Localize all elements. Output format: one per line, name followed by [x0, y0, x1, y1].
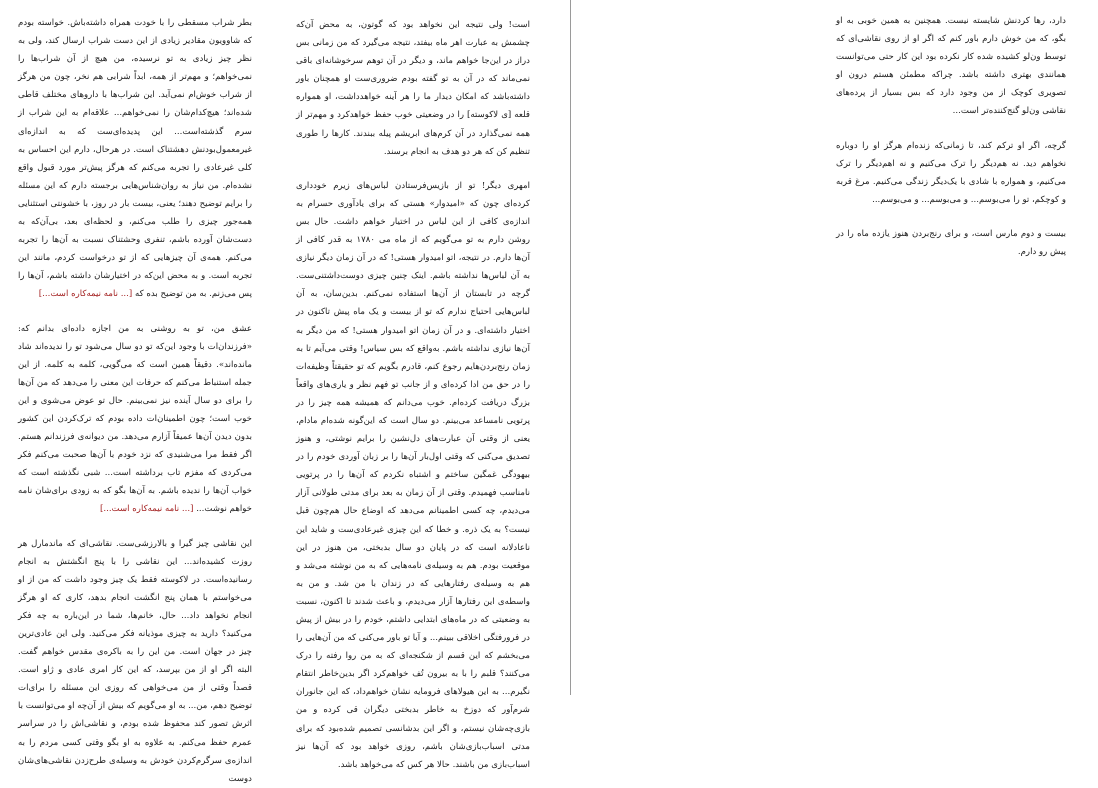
paragraph [18, 14, 252, 304]
paragraph: بیست و دوم مارس است، و برای رنج‌بردن هنوز یازده ماه را در پیش رو دارم. [836, 228, 1066, 258]
incomplete-letter-note: [... نامه نیمه‌کاره است...] [38, 289, 133, 300]
paragraph-text: عشق من، تو به روشنی به من اجازه داده‌ای بدانم که: «فرزندان‌ات با وجود این‌که تو دو سال می‌شود تو را ندیده‌اند شاد مانده‌اند». دقیقاً همین است که می‌گویی، کلمه به کلمه. از این جمله استنباط می‌کنم که حرفات این معنی را می‌دهد که من آن‌ها را برای دو سال آینده نیز نمی‌بینم. حال تو عوض می‌شوی و این خوب است؛ چون اطمینان‌ات داده بودم که ترک‌کردن این کشور بدون دیدن آن‌ها عمیقاً آزارم می‌دهد. من دیوانه‌ی فرزندانم هستم. اگر فقط مرا می‌شنیدی که نزد خودم با آن‌ها صحبت می‌کنم فکر می‌کردی که مفزم تاب برداشته است... شبی نگذشته است که خواب آن‌ها را ندیده باشم. به آن‌ها بگو که به زودی برای‌شان نامه خواهم نوشت... [18, 323, 252, 515]
page-divider [570, 0, 571, 695]
paragraph: گرچه، اگر او ترکم کند، تا زمانی‌که زنده‌ام هرگز او را دوباره نخواهم دید. نه هم‌دیگر را ترک می‌کنیم و نه اهم‌دیگر را ترک می‌کنیم، و همواره با شادی با یک‌دیگر زندگی می‌کنیم. مرغ قربه و کوچکم، تو را می‌بوسم... و می‌بوسم... و می‌بوسم... [836, 140, 1066, 205]
right-page-column [836, 12, 1066, 258]
paragraph: است! ولی نتیجه این نخواهد بود که گوتون، به محض آن‌که چشمش به عبارت اهر ماه بیفتد، نتیجه می‌گیرد که من زمانی بس دراز در این‌جا خواهم ماند، و دیگر در آن توهم سرخوشانه‌ای باقی نمی‌ماند که در آن به تو گفته بودم ضروری‌ست او همچنان باور داشته‌باشد که امکان دیدار ما را هر آینه خواهد‌داشت، او همواره قلعه [ی لاکوسته] را در وضعیتی خوب حفظ خواهدکرد و مهم‌تر از همه نمی‌گذارد در آن کرم‌های ابریشم پیله ببندند. کارها را طوری تنظیم کن که هر دو هدف به انجام برسند. [296, 20, 530, 157]
paragraph: دارد، رها کردنش شایسته نیست. همچنین به همین خوبی به او بگو، که من خوش دارم باور کنم که اگر او از روی نقاشی‌ای که توسط ون‌لو کشیده شده کار نکرده بود این کار حتی می‌توانست همانندی بهتری داشته باشد. چراکه مطمئن هستم درون او تصویری کوچک از من وجود دارد که بس بسیار از پرده‌های نقاشی ون‌لو گنج‌کننده‌تر است... [836, 16, 1066, 117]
paragraph-text: بطر شراب مسقطی را با خودت همراه داشته‌باش. خواسته بودم که شاوویون مقادیر زیادی از این دست شراب ارسال کند، ولی به نظر چیز زیادی به تو نرسیده، من هیچ از آن شراب‌ها را نمی‌خواهم؛ و مهم‌تر از همه، ابداً شرابی هم نخر، چون من هرگز از شراب خوش‌ام نمی‌آید. این شراب‌ها با داروهای مختلف قاطی شده‌اند؛ هیچ‌کدام‌شان را نمی‌خواهم... علاقه‌ام به این شراب از سرم گذشته‌است... این پدیده‌ای‌ست که به اندازه‌ای غیرمعمول‌بودنش دهشتناک است. در هرحال، دارم این احساس به کلی غیرعادی را تجربه می‌کنم که هرگز پیش‌تر مورد قبول واقع نشده‌ام. من نیاز به روان‌شناس‌هایی برجسته دارم که این مسئله را برایم توضیح دهند؛ یعنی، بیست بار در روز، با خشونتی استثنایی همه‌جور چیزی را طلب می‌کنم، و لحظه‌ای بعد، بی‌آن‌که به دست‌شان آورده باشم، تنفری وحشتناک نسبت به آن‌ها را تجربه می‌کنم. همه‌ی آن چیزهایی که از تو درخواست کردم، مانند این تجربه است. و به محض این‌که در اختیارشان داشته باشم، آن‌ها را پس می‌زنم. به من توضیح بده که [18, 18, 252, 300]
paragraph: این نقاشی چیز گیرا و بالارزشی‌ست. نقاشی‌ای که ماندمارل هر روزت کشیده‌اند... این نقاشی را با پنج انگشتش به انجام رسانیده‌است. در لاکوسته فقط یک چیز وجود داشت که من از او می‌خواستم با همان پنج انگشت انجام بدهد، کاری که او هرگز انجام نخواهد داد... حال، خانم‌ها، شما در این‌باره به چه فکر می‌کنید؟ دارید به چیزی موذیانه فکر می‌کنید. ولی این عادی‌ترین چیز در جهان است. من این را به باکره‌ی مقدس خواهم گفت. البته اگر او از من بپرسد، که این کار امری عادی و ژاو است. قصداً وقتی از من می‌خواهی که روزی این مسئله را برای‌ات توضیح دهم، من... به او می‌گویم که بیش از آن‌چه او می‌توانست با اثرش تصور کند محفوظ شده بودم، و نقاشی‌اش را در سراسر عمرم حفظ می‌کنم. به علاوه به او بگو وقتی کسی مردم را به اندازه‌ی سرگرم‌کردن خودش به وسیله‌ی طرح‌زدن نقاشی‌های‌شان دوست [17, 538, 252, 784]
paragraph [18, 320, 252, 519]
incomplete-letter-note: [... نامه نیمه‌کاره است...] [100, 504, 194, 515]
middle-column [296, 16, 531, 770]
paragraph: امهری دیگر! تو از بازیس‌فرستادن لباس‌های زیرم خودداری کرده‌ای چون که «امیدوار» هستی که برای یادآوری حسرام به اندازه‌ی کافی از این لباس در اختیار خواهم داشت. حال بس روشن دارم به تو می‌گویم که از ماه می ۱۷۸۰ به قدر کافی از آن‌ها دارم. در نتیجه، اتو امیدوار هستی! که در آن زمان دیگر نیازی به آن لباس‌ها نداشته باشم. اینک چنین چیزی دوست‌داشتنی‌ست. گرچه در تابستان از آن‌ها استفاده نمی‌کنم. بدین‌سان، به آن لباس‌هایی احتیاج ندارم که تو از بیست و یک ماه پیش تاکنون در اختیار داشته‌ای. و در آن زمان اتو امیدوار هستی! که من دیگر به آن‌ها نیازی نداشته باشم. به‌واقع که بس سیاس! وقتی می‌آیم تا به زمان رنج‌بردن‌هایم رجوع کنم، قادرم بگویم که تو حقیقتاً وظیفه‌ات را در حق من ادا کرده‌ای و از جانب تو فهم نظر و یاری‌های واقعاً بزرگ دریافت کرده‌ام. خوب می‌دانم که همیشه همه چیز را در پرتویی نامساعد می‌بینم. دو سال است که این‌گونه شده‌ام مادام، یعنی از وقتی آن عبارت‌های دل‌نشین را برایم نوشتی، و هنوز تصدیق می‌کنی که وقتی اول‌بار آن‌ها را بر زبان آوردی خودم را در بیهودگی غمگین ساختم و اشتباه نکردم که آن‌ها را در پرتویی نامناسب فهمیدم. وقتی از آن زمان به بعد برای مدتی طولانی آزار می‌دیدم، چه کسی اطمینانم می‌دهد که اوضاع حال هم‌چون قبل نیست؟ به یک ذره. و خطا که این چیزی غیرعادی‌ست و شاید این ناعادلانه است که در پایان دو سال بدبختی، من هنوز در این موقعیت بودم. هم به وسیله‌ی نامه‌هایی که به من نوشته می‌شد و هم به وسیله‌ی رفتارهایی که در زندان با من شد. و من به واسطه‌ی این رفتارها آزار می‌دیدم، و باعث شدند تا اکنون، نسبت به وضعیتی که در ماه‌های ابتدایی داشتم، خودم را در بیش از پیش در فرورفتگی اخلاقی ببینم... و آیا تو باور می‌کنی که من آن‌هایی را می‌بخشم که این قسم از شکنجه‌ای که به من روا رفته را درک می‌کنند؟ قلبم را با به بیرون تُف خواهم‌کرد اگر بدین‌خاطر انتقام نگیرم... به این هیولاهای فرومایه نشان خواهم‌داد، که این جانوران شرم‌آور که دوزخ به خاطر بدبختی دیگران قی کرده و من بازی‌چه‌شان نیستم، و اگر این بدشانسی تصمیم شده‌بود که برای مدتی اسباب‌بازی‌شان باشم، روزی خواهد بود که آن‌ها نیز اسباب‌بازی من باشند. حالا هر کس که می‌خواهد باشد. [296, 180, 531, 770]
left-column [17, 14, 252, 784]
